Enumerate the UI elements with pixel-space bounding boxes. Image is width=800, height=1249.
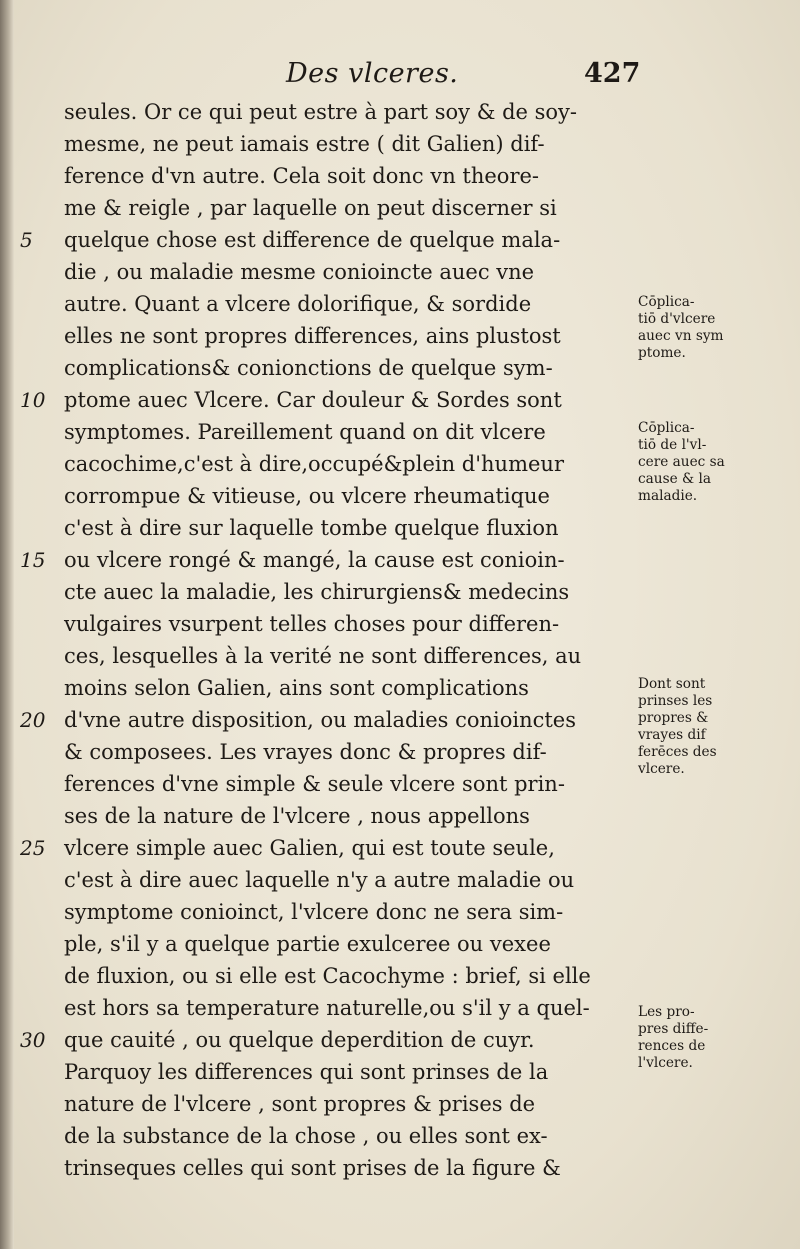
- body-line: trinseques celles qui sont prises de la figure &: [64, 1156, 561, 1180]
- body-line: moins selon Galien, ains sont complications: [64, 676, 529, 700]
- margin-note-line: cere auec sa: [638, 454, 725, 470]
- body-line: vulgaires vsurpent telles choses pour differen-: [64, 612, 560, 636]
- margin-note-line: propres &: [638, 710, 709, 726]
- body-line: que cauité , ou quelque deperdition de cuyr.: [64, 1028, 535, 1052]
- margin-note-line: Cōplica-: [638, 420, 695, 436]
- margin-note-line: pres diffe-: [638, 1021, 709, 1037]
- body-line: c'est à dire sur laquelle tombe quelque fluxion: [64, 516, 559, 540]
- line-number: 30: [20, 1028, 46, 1052]
- margin-note-line: prinses les: [638, 693, 713, 709]
- body-line: symptomes. Pareillement quand on dit vlcere: [64, 420, 546, 444]
- margin-note-line: l'vlcere.: [638, 1055, 693, 1071]
- running-header-title: Des vlceres.: [286, 58, 459, 89]
- body-line: elles ne sont propres differences, ains plustost: [64, 324, 561, 348]
- body-line: me & reigle , par laquelle on peut discerner si: [64, 196, 557, 220]
- margin-note-line: cause & la: [638, 471, 712, 487]
- body-line: ference d'vn autre. Cela soit donc vn theore-: [64, 164, 540, 188]
- body-line: ces, lesquelles à la verité ne sont differences, au: [64, 644, 582, 668]
- body-line: mesme, ne peut iamais estre ( dit Galien) dif-: [64, 132, 545, 156]
- line-number: 10: [20, 388, 46, 412]
- body-line: complications& conionctions de quelque sym-: [64, 356, 553, 380]
- body-line: & composees. Les vrayes donc & propres dif-: [64, 740, 547, 764]
- page-spine-shadow: [0, 0, 14, 1249]
- body-line: de fluxion, ou si elle est Cacochyme : brief, si elle: [64, 964, 591, 988]
- body-line: cacochime,c'est à dire,occupé&plein d'humeur: [64, 452, 564, 476]
- margin-note-line: Les pro-: [638, 1004, 695, 1020]
- body-line: seules. Or ce qui peut estre à part soy & de soy-: [64, 100, 578, 124]
- margin-note-line: vrayes dif: [638, 727, 706, 743]
- body-line: nature de l'vlcere , sont propres & prises de: [64, 1092, 536, 1116]
- body-line: quelque chose est difference de quelque mala-: [64, 228, 561, 252]
- body-line: corrompue & vitieuse, ou vlcere rheumatique: [64, 484, 550, 508]
- body-line: ses de la nature de l'vlcere , nous appellons: [64, 804, 530, 828]
- body-line: die , ou maladie mesme conioincte auec vne: [64, 260, 535, 284]
- body-line: Parquoy les differences qui sont prinses de la: [64, 1060, 549, 1084]
- line-number: 25: [20, 836, 46, 860]
- body-line: symptome conioinct, l'vlcere donc ne sera sim-: [64, 900, 564, 924]
- margin-note-line: Dont sont: [638, 676, 706, 692]
- margin-note-line: auec vn sym: [638, 328, 724, 344]
- line-number: 5: [20, 228, 33, 252]
- body-line: d'vne autre disposition, ou maladies conioinctes: [64, 708, 577, 732]
- margin-note-line: vlcere.: [638, 761, 685, 777]
- margin-note-line: tiō d'vlcere: [638, 311, 716, 327]
- margin-note-line: rences de: [638, 1038, 706, 1054]
- margin-note: [638, 294, 798, 362]
- line-number: 20: [20, 708, 46, 732]
- margin-note-line: tiō de l'vl-: [638, 437, 707, 453]
- margin-note: [638, 676, 798, 778]
- body-line: cte auec la maladie, les chirurgiens& medecins: [64, 580, 570, 604]
- margin-note: [638, 1004, 798, 1072]
- body-line: ou vlcere rongé & mangé, la cause est conioin-: [64, 548, 565, 572]
- margin-note-line: ptome.: [638, 345, 686, 361]
- margin-note-line: Cōplica-: [638, 294, 695, 310]
- line-number: 15: [20, 548, 46, 572]
- margin-note: [638, 420, 798, 505]
- body-line: est hors sa temperature naturelle,ou s'il y a quel-: [64, 996, 590, 1020]
- margin-note-line: maladie.: [638, 488, 698, 504]
- body-line: de la substance de la chose , ou elles sont ex-: [64, 1124, 548, 1148]
- page-number: 427: [584, 58, 641, 89]
- body-line: autre. Quant a vlcere dolorifique, & sordide: [64, 292, 532, 316]
- body-line: vlcere simple auec Galien, qui est toute seule,: [64, 836, 555, 860]
- body-line: c'est à dire auec laquelle n'y a autre maladie ou: [64, 868, 575, 892]
- margin-note-line: ferēces des: [638, 744, 717, 760]
- body-line: ptome auec Vlcere. Car douleur & Sordes sont: [64, 388, 562, 412]
- body-line: ferences d'vne simple & seule vlcere sont prin-: [64, 772, 565, 796]
- body-line: ple, s'il y a quelque partie exulceree ou vexee: [64, 932, 551, 956]
